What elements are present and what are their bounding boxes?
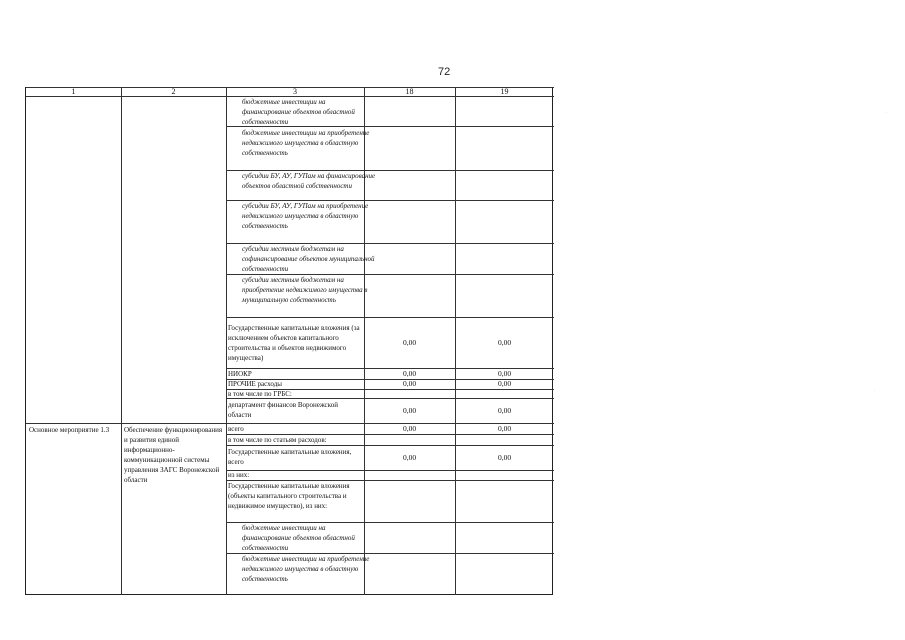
- row-text: бюджетные инвестиции на приобретение недвижимого имущества в областную собственность: [242, 129, 370, 157]
- header-col-18: 18: [405, 87, 414, 96]
- row-text: ПРОЧИЕ расходы: [228, 380, 282, 388]
- row-text: департамент финансов Воронежской области: [228, 401, 338, 419]
- row-text: бюджетные инвестиции на финансирование объектов областной собственности: [242, 524, 355, 552]
- measure-title: Обеспечение функционирования и развития единой информационно-коммуникационной системы управления ЗАГС Воронежской области: [124, 426, 223, 484]
- value-col-18: 0,00: [402, 379, 417, 388]
- scan-speck: ·: [886, 110, 888, 115]
- value-col-19: 0,00: [497, 338, 512, 347]
- row-text: Государственные капитальные вложения (за исключением объектов капитального строительства и объектов недвижимого имущества): [228, 324, 360, 362]
- value-col-18: 0,00: [402, 338, 417, 347]
- row-text: субсидии БУ, АУ, ГУПам на финансирование объектов областной собственности: [242, 172, 376, 190]
- value-col-19: 0,00: [497, 369, 512, 378]
- value-col-18: 0,00: [402, 406, 417, 415]
- page-number: 72: [438, 66, 451, 78]
- value-col-19: 0,00: [497, 424, 512, 433]
- row-text: Государственные капитальные вложения, всего: [228, 448, 352, 466]
- row-border: [226, 317, 554, 318]
- row-text: субсидии местным бюджетам на софинансирование объектов муниципальной собственности: [242, 245, 375, 273]
- row-text: субсидии местным бюджетам на приобретение недвижимого имущества в муниципальную собственность: [242, 276, 368, 304]
- measure-code: Основное мероприятие 1.3: [29, 426, 110, 434]
- row-border: [226, 445, 554, 446]
- row-text: НИОКР: [228, 370, 252, 378]
- value-col-18: 0,00: [402, 424, 417, 433]
- header-col-2: 2: [171, 87, 176, 96]
- budget-table: [25, 87, 553, 595]
- value-col-19: 0,00: [497, 453, 512, 462]
- header-col-3: 3: [293, 87, 297, 96]
- row-text: в том числе по статьям расходов:: [228, 436, 327, 444]
- row-text: в том числе по ГРБС:: [228, 390, 292, 398]
- col-divider-1: [121, 87, 122, 595]
- row-text: из них:: [228, 471, 250, 479]
- scan-speck: ·: [874, 388, 876, 393]
- value-col-19: 0,00: [497, 379, 512, 388]
- row-text: бюджетные инвестиции на приобретение недвижимого имущества в областную собственность: [242, 555, 370, 583]
- col-divider-2: [226, 87, 227, 595]
- row-text: бюджетные инвестиции на финансирование объектов областной собственности: [242, 98, 355, 126]
- header-col-1: 1: [71, 87, 76, 96]
- row-text: всего: [228, 425, 244, 433]
- value-col-18: 0,00: [402, 453, 417, 462]
- header-col-19: 19: [500, 87, 509, 96]
- row-text: субсидии БУ, АУ, ГУПам на приобретение недвижимого имущества в областную собственность: [242, 202, 369, 230]
- value-col-18: 0,00: [402, 369, 417, 378]
- row-text: Государственные капитальные вложения (объекты капитального строительства и недвижимое имущество), из них:: [228, 482, 350, 510]
- value-col-19: 0,00: [497, 406, 512, 415]
